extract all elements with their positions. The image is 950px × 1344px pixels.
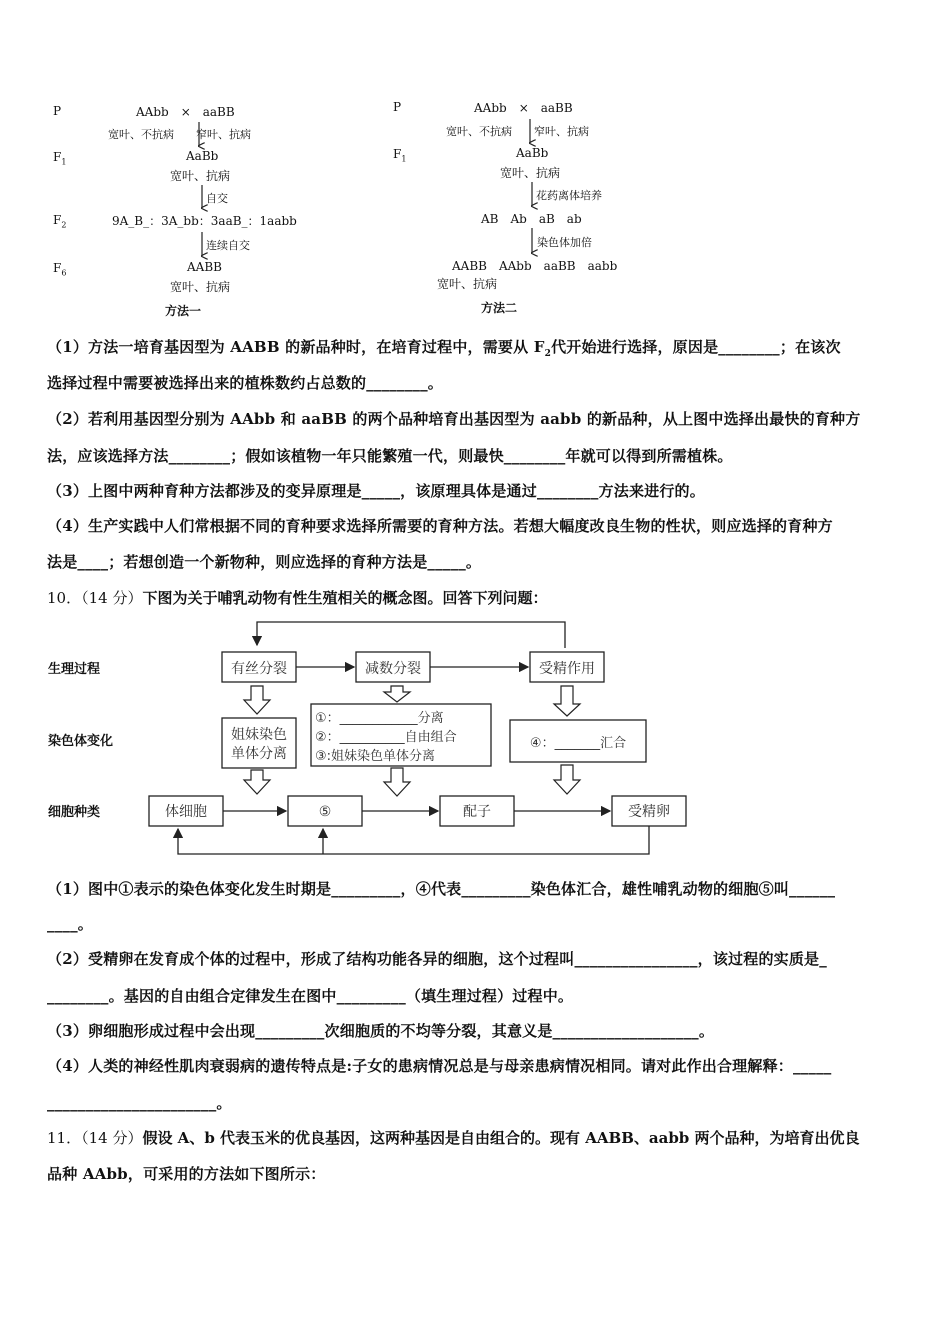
q9-part3: （3）上图中两种育种方法都涉及的变异原理是_____，该原理具体是通过________方法来进行的。 <box>47 482 705 500</box>
q11-header: 11．（14 分）假设 A、b 代表玉米的优良基因，这两种基因是自由组合的。现有 AABB、aabb 两个品种，为培育出优良 <box>47 1129 860 1147</box>
q10-part4-line1: （4）人类的神经性肌肉衰弱病的遗传特点是:子女的患病情况总是与母亲患病情况相同。请对此作出合理解释：_____ <box>47 1057 832 1075</box>
method1-f6-genotype: AABB <box>187 260 222 274</box>
block-arrow-down <box>384 768 410 796</box>
chrom-right: ④：_______汇合 <box>529 736 627 751</box>
block-arrow-down <box>244 770 270 794</box>
q9-part4-line1: （4）生产实践中人们常根据不同的育种要求选择所需要的育种方法。若想大幅度改良生物的性状，则应选择的育种方 <box>47 517 833 535</box>
method2-p-traits: 宽叶、不抗病 窄叶、抗病 <box>446 125 589 138</box>
concept-map-diagram <box>0 610 950 860</box>
q9-part4-line2: 法是____；若想创造一个新物种，则应选择的育种方法是_____。 <box>47 553 482 571</box>
method2-step-chromosome-doubling: 染色体加倍 <box>537 236 592 249</box>
method2-f1-trait: 宽叶、抗病 <box>500 166 561 180</box>
cell-5: ⑤ <box>318 804 332 820</box>
block-arrow-down <box>554 765 580 794</box>
block-arrow-down <box>384 686 410 702</box>
q10-part4-line2: ______________________。 <box>47 1094 232 1112</box>
method2-caption: 方法二 <box>481 301 518 315</box>
label-p-right: P <box>393 100 402 114</box>
row-label-chromosome: 染色体变化 <box>48 734 114 749</box>
method1-p-cross: AAbb × aaBB <box>136 105 235 119</box>
feedback-arrow-bottom <box>178 826 649 854</box>
row-label-process: 生理过程 <box>48 662 101 677</box>
q11-line2: 品种 AAbb，可采用的方法如下图所示： <box>47 1165 326 1183</box>
method2-gametes: AB Ab aB ab <box>481 212 582 226</box>
q10-part2-line2: ________。基因的自由组合定律发生在图中_________（填生理过程）过程中。 <box>47 987 574 1005</box>
method1-step-selfing: 自交 <box>206 192 228 205</box>
q9-part1-line2: 选择过程中需要被选择出来的植株数约占总数的________。 <box>47 374 444 392</box>
feedback-arrow-top <box>257 622 565 648</box>
label-f2-left: $F_2$ <box>53 213 67 230</box>
q10-part1-line2: ____。 <box>47 915 94 933</box>
method1-f2-ratio: 9A_B_：3A_bb：3aaB_：1aabb <box>112 214 297 228</box>
q10-part1-line1: （1）图中①表示的染色体变化发生时期是_________，④代表_________染色体汇合，雄性哺乳动物的细胞⑤叫______ <box>47 880 836 898</box>
method1-f6-trait: 宽叶、抗病 <box>170 280 231 294</box>
method1-f1-genotype: AaBb <box>186 149 219 163</box>
q9-part2-line2: 法，应该选择方法________；假如该植物一年只能繁殖一代，则最快________年就可以得到所需植株。 <box>47 447 733 465</box>
cell-gamete: 配子 <box>463 804 491 820</box>
method2-result-genotypes: AABB AAbb aaBB aabb <box>452 259 618 273</box>
q10-part2-line1: （2）受精卵在发育成个体的过程中，形成了结构功能各异的细胞，这个过程叫________________，该过程的实质是_ <box>47 950 827 968</box>
block-arrow-down <box>554 686 580 716</box>
q10-header: 10．（14 分）下图为关于哺乳动物有性生殖相关的概念图。回答下列问题： <box>47 589 548 607</box>
method2-p-cross: AAbb × aaBB <box>474 101 573 115</box>
q9-part2-line1: （2）若利用基因型分别为 AAbb 和 aaBB 的两个品种培育出基因型为 aabb 的新品种，从上图中选择出最快的育种方 <box>47 410 861 428</box>
chrom-left-line1: 姐妹染色 <box>231 727 287 743</box>
chrom-mid-line2: ②：__________自由组合 <box>315 730 457 745</box>
method2-result-trait: 宽叶、抗病 <box>437 277 498 291</box>
method2-step-anther-culture: 花药离体培养 <box>536 189 602 202</box>
chrom-left-line2: 单体分离 <box>231 746 287 762</box>
label-p-left: P <box>53 104 62 118</box>
method1-f1-trait: 宽叶、抗病 <box>170 169 231 183</box>
row-label-cell-type: 细胞种类 <box>48 805 101 820</box>
method1-caption: 方法一 <box>165 304 202 318</box>
process-mitosis: 有丝分裂 <box>231 661 287 677</box>
label-f6-left: $F_6$ <box>53 261 67 278</box>
method1-step-continuous-selfing: 连续自交 <box>206 239 250 252</box>
chrom-mid-line3: ③:姐妹染色单体分离 <box>315 749 436 764</box>
process-meiosis: 减数分裂 <box>365 661 421 677</box>
q9-part1-line1: （1）方法一培育基因型为 AABB 的新品种时，在培育过程中，需要从 $F_2$代开始进行选择，原因是________；在该次 <box>47 338 841 359</box>
method1-p-traits: 宽叶、不抗病 窄叶、抗病 <box>108 128 251 141</box>
cell-zygote: 受精卵 <box>628 804 670 820</box>
chrom-mid-line1: ①：____________分离 <box>315 711 444 726</box>
label-f1-left: $F_1$ <box>53 150 67 167</box>
block-arrow-down <box>244 686 270 714</box>
q10-part3: （3）卵细胞形成过程中会出现_________次细胞质的不均等分裂，其意义是___________________。 <box>47 1022 715 1040</box>
label-f1-right: $F_1$ <box>393 147 407 164</box>
process-fertilization: 受精作用 <box>539 661 595 677</box>
method-arrows <box>0 0 950 330</box>
cell-somatic: 体细胞 <box>165 804 207 820</box>
method2-f1-genotype: AaBb <box>516 146 549 160</box>
